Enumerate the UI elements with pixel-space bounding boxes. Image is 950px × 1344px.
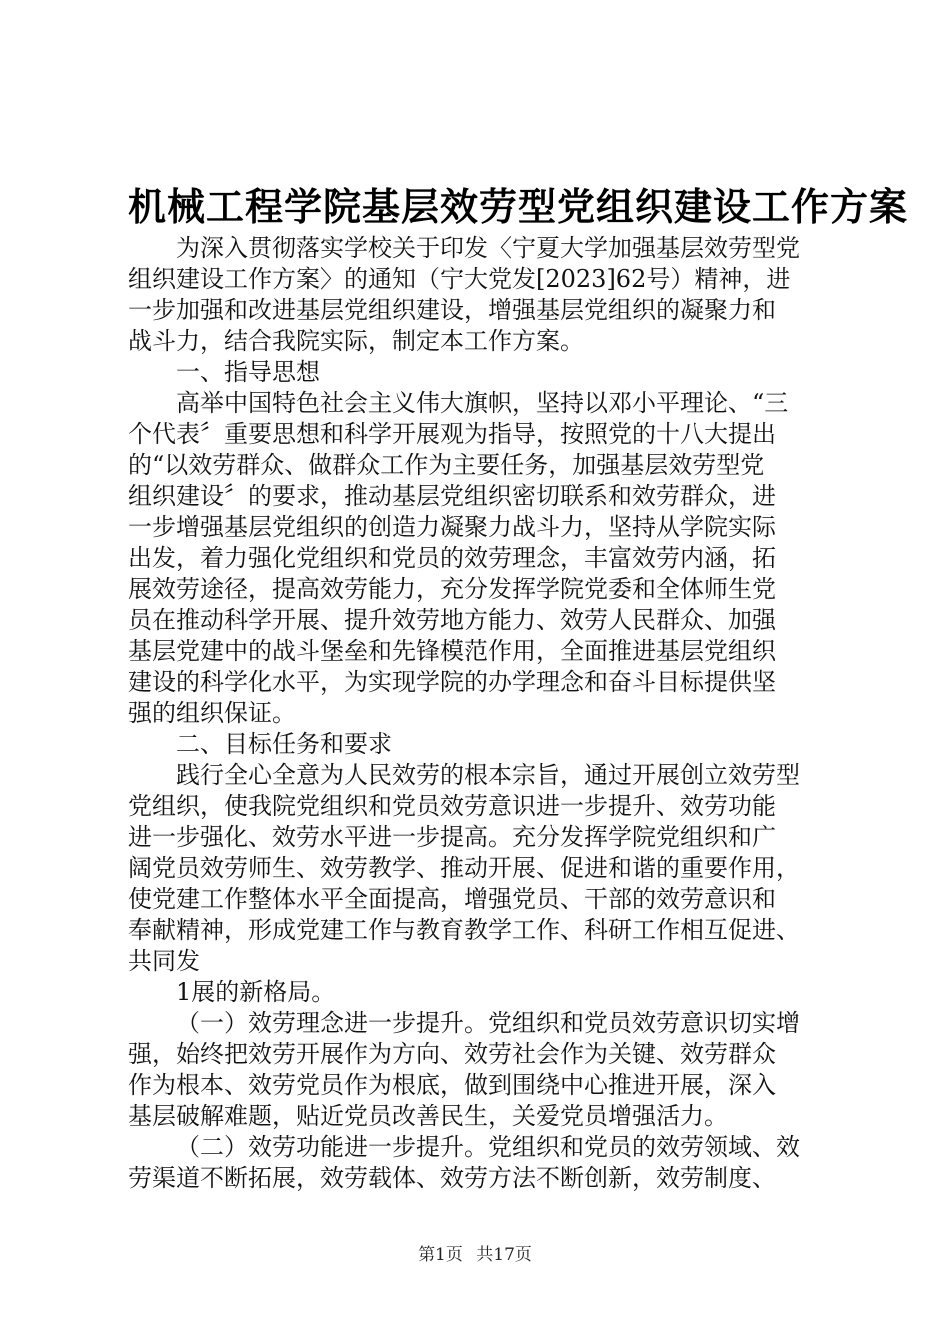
paragraph-line: 奉献精神，形成党建工作与教育教学工作、科研工作相互促进、 xyxy=(128,916,800,944)
paragraph-line: 一步加强和改进基层党组织建设，增强基层党组织的凝聚力和 xyxy=(128,296,776,324)
paragraph-line: 一步增强基层党组织的创造力凝聚力战斗力，坚持从学院实际 xyxy=(128,513,776,541)
document-title: 机械工程学院基层效劳型党组织建设工作方案 xyxy=(128,184,909,229)
paragraph-line: 基层党建中的战斗堡垒和先锋模范作用，全面推进基层党组织 xyxy=(128,637,776,665)
document-body xyxy=(128,233,840,1194)
paragraph-line: 强的组织保证。 xyxy=(128,699,296,727)
paragraph-line: 展效劳途径，提高效劳能力，充分发挥学院党委和全体师生党 xyxy=(128,575,776,603)
paragraph-line: 员在推动科学开展、提升效劳地方能力、效劳人民群众、加强 xyxy=(128,606,776,634)
paragraph-line: 劳渠道不断拓展，效劳载体、效劳方法不断创新，效劳制度、 xyxy=(128,1164,776,1192)
paragraph-line: 组织建设工作方案〉的通知（宁大党发[2023]62号）精神，进 xyxy=(128,265,791,293)
paragraph-line: 使党建工作整体水平全面提高，增强党员、干部的效劳意识和 xyxy=(128,885,776,913)
section-heading: 一、指导思想 xyxy=(176,358,320,386)
paragraph-line: 作为根本、效劳党员作为根底，做到围绕中心推进开展，深入 xyxy=(128,1071,776,1099)
paragraph-line: 为深入贯彻落实学校关于印发〈宁夏大学加强基层效劳型党 xyxy=(176,234,800,262)
paragraph-line: 践行全心全意为人民效劳的根本宗旨，通过开展创立效劳型 xyxy=(176,761,800,789)
paragraph-line: 建设的科学化水平，为实现学院的办学理念和奋斗目标提供坚 xyxy=(128,668,776,696)
paragraph-line: 进一步强化、效劳水平进一步提高。充分发挥学院党组织和广 xyxy=(128,823,776,851)
paragraph-line: 共同发 xyxy=(128,947,200,975)
paragraph-line: 党组织，使我院党组织和党员效劳意识进一步提升、效劳功能 xyxy=(128,792,776,820)
paragraph-line: 个代表〞重要思想和科学开展观为指导，按照党的十八大提出 xyxy=(128,420,776,448)
paragraph-line: 阔党员效劳师生、效劳教学、推动开展、促进和谐的重要作用， xyxy=(128,854,800,882)
paragraph-line: 出发，着力强化党组织和党员的效劳理念，丰富效劳内涵，拓 xyxy=(128,544,776,572)
paragraph-line: 高举中国特色社会主义伟大旗帜，坚持以邓小平理论、“三 xyxy=(176,389,789,417)
paragraph-line: 基层破解难题，贴近党员改善民生，关爱党员增强活力。 xyxy=(128,1102,728,1130)
section-heading: 二、目标任务和要求 xyxy=(176,730,392,758)
page-total: 共17页 xyxy=(476,1245,532,1265)
paragraph-line: 1展的新格局。 xyxy=(176,978,336,1006)
paragraph-line: 战斗力，结合我院实际，制定本工作方案。 xyxy=(128,327,584,355)
paragraph-line: （一）效劳理念进一步提升。党组织和党员效劳意识切实增 xyxy=(176,1009,800,1037)
paragraph-line: 组织建设〞的要求，推动基层党组织密切联系和效劳群众，进 xyxy=(128,482,776,510)
page-number: 第1页 xyxy=(418,1245,463,1265)
paragraph-line: （二）效劳功能进一步提升。党组织和党员的效劳领域、效 xyxy=(176,1133,800,1161)
paragraph-line: 强，始终把效劳开展作为方向、效劳社会作为关键、效劳群众 xyxy=(128,1040,776,1068)
page-footer xyxy=(0,1240,950,1265)
paragraph-line: 的“以效劳群众、做群众工作为主要任务，加强基层效劳型党 xyxy=(128,451,765,479)
